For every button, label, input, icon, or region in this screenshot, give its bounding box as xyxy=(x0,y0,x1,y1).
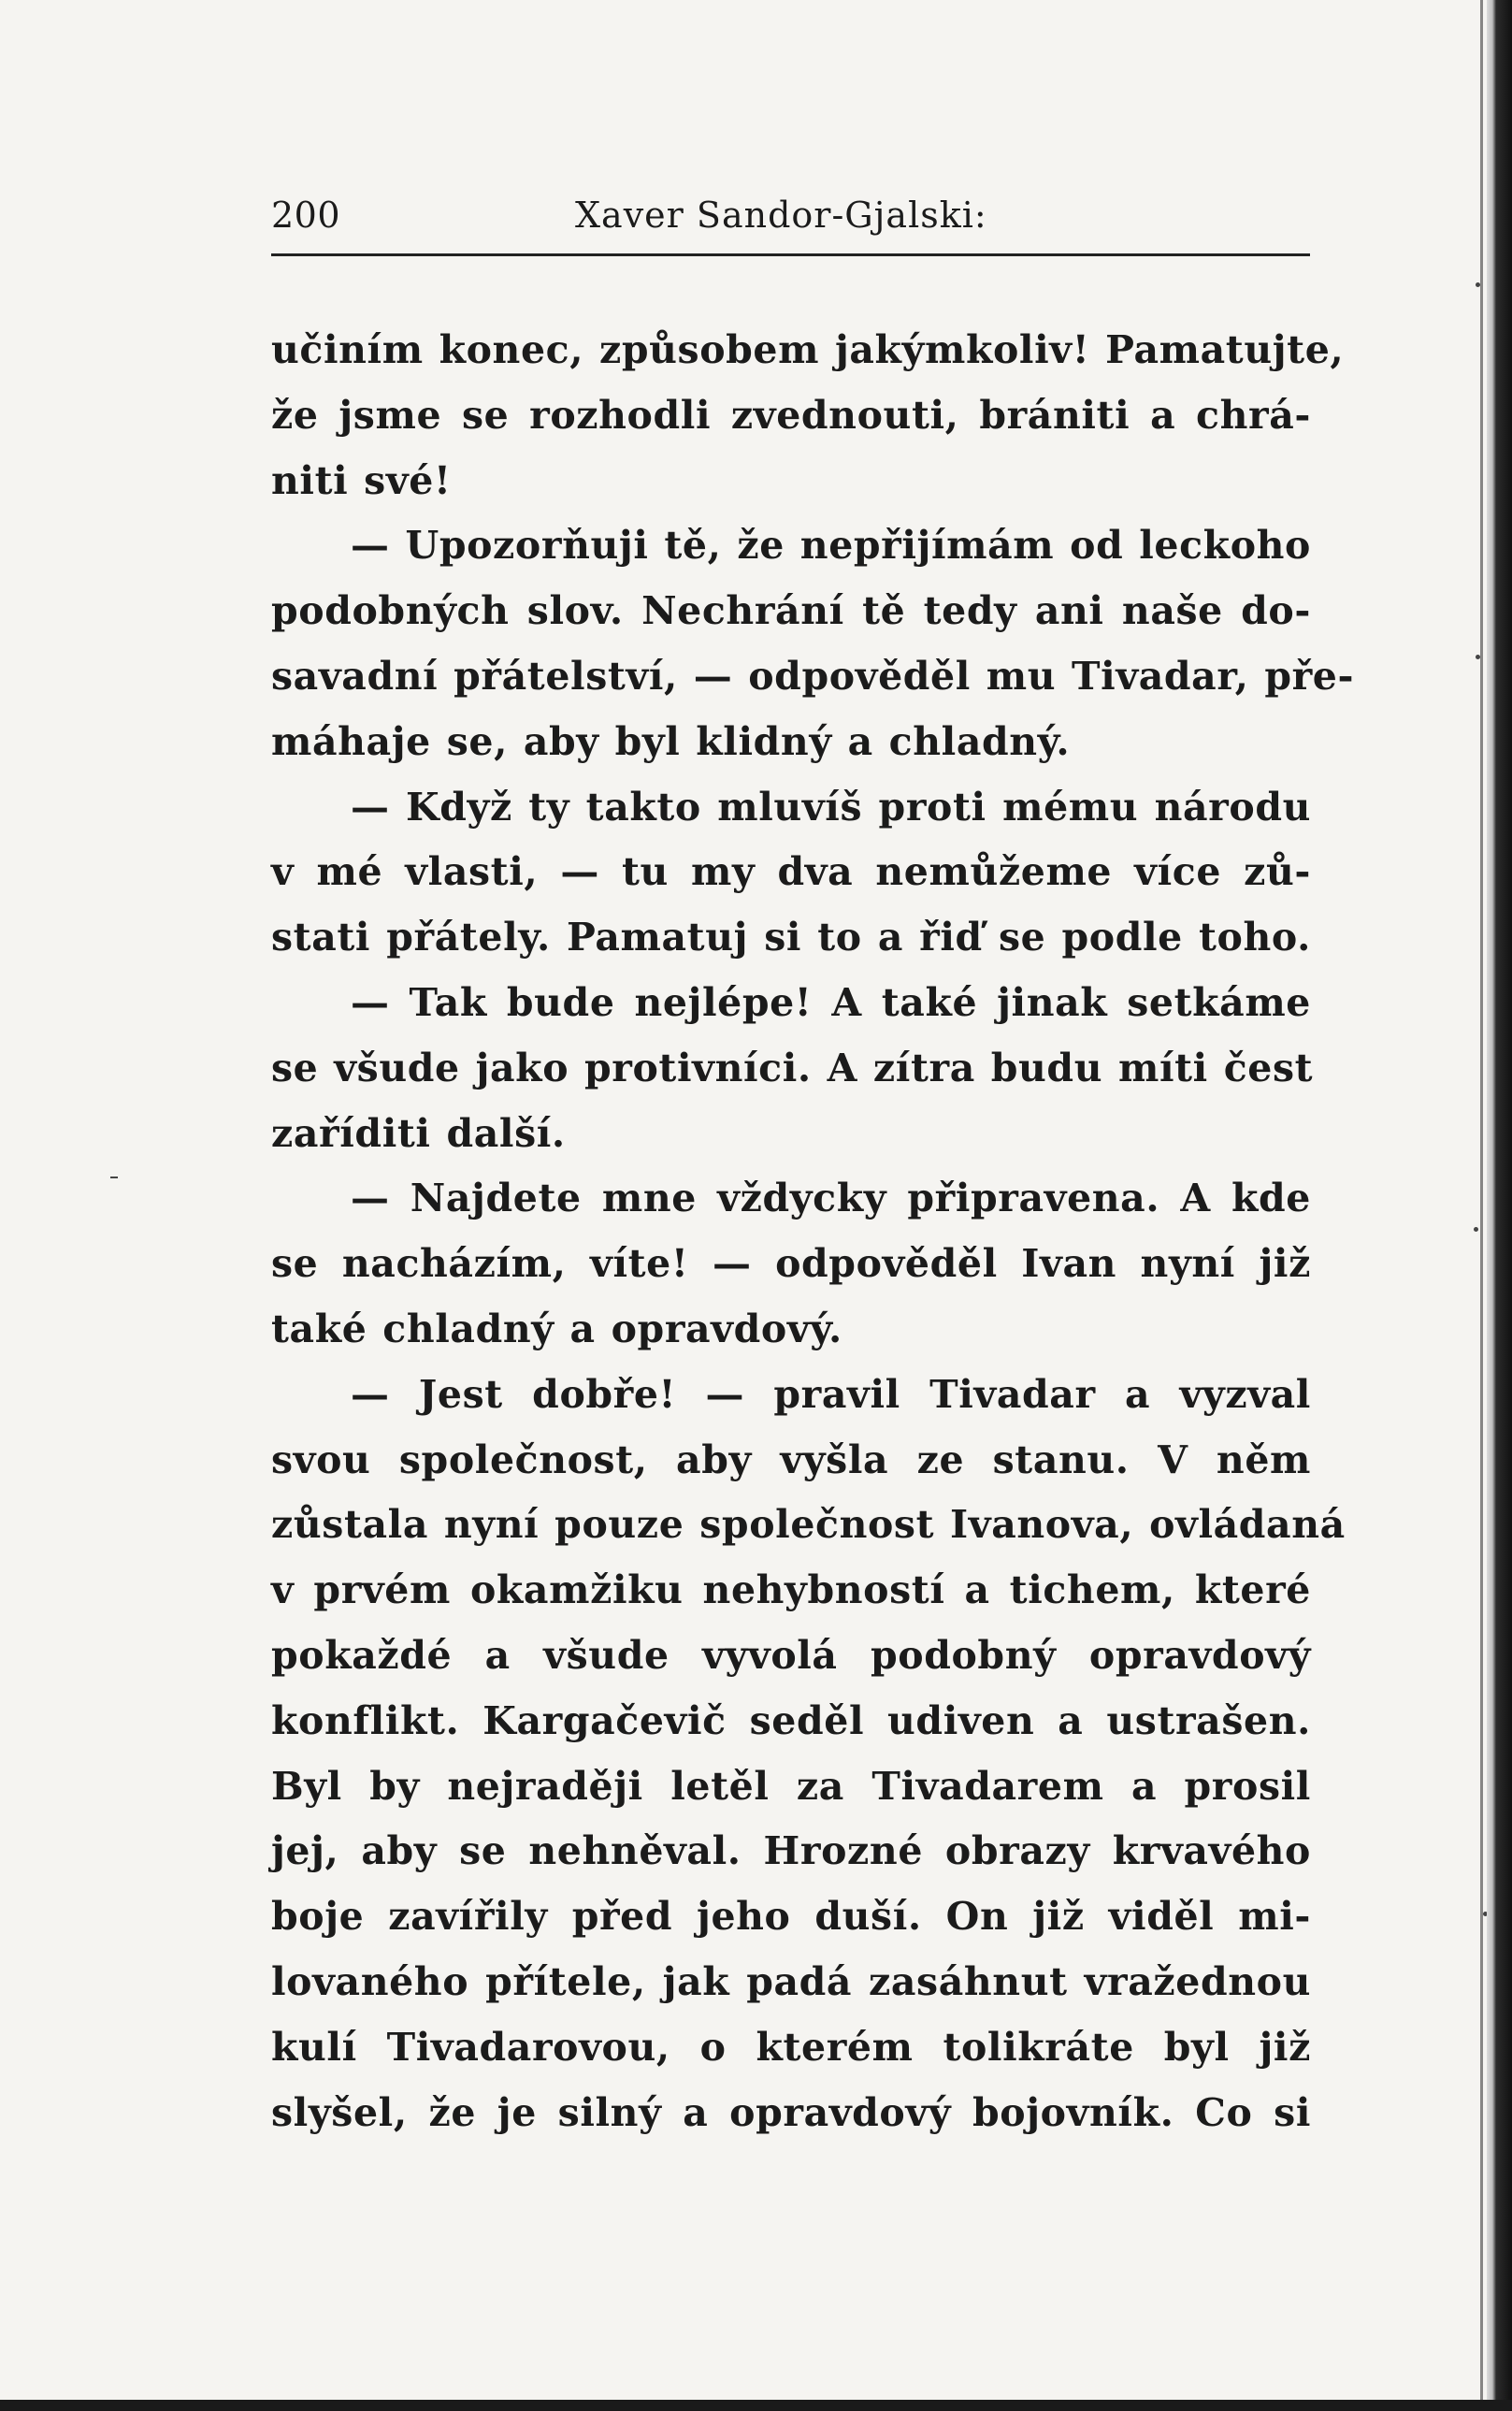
text-line: boje zavířily před jeho duší. On již viděl mi- xyxy=(271,1894,1311,1940)
text-line: stati přátely. Pamatuj si to a řiď se podle toho. xyxy=(271,915,1311,960)
page-header xyxy=(271,192,1309,248)
header-rule xyxy=(271,253,1310,256)
scan-speck xyxy=(1474,1227,1478,1232)
text-line: učiním konec, způsobem jakýmkoliv! Pamatujte, xyxy=(271,327,1345,372)
text-line: Byl by nejraději letěl za Tivadarem a prosil xyxy=(271,1763,1311,1809)
text-line: jej, aby se nehněval. Hrozné obrazy krvavého xyxy=(271,1828,1311,1874)
text-line: v prvém okamžiku nehybností a tichem, které xyxy=(271,1567,1311,1613)
text-line: zaříditi další. xyxy=(271,1110,566,1156)
text-line: se všude jako protivníci. A zítra budu míti čest xyxy=(271,1045,1314,1090)
text-line: také chladný a opravdový. xyxy=(271,1306,842,1351)
text-line: slyšel, že je silný a opravdový bojovník. Co si xyxy=(271,2089,1311,2135)
scan-speck xyxy=(110,1177,118,1178)
text-line: lovaného přítele, jak padá zasáhnut vražednou xyxy=(271,1958,1311,2004)
text-line: konflikt. Kargačevič seděl udiven a ustrašen. xyxy=(271,1697,1311,1743)
text-line: — Upozorňuji tě, že nepřijímám od leckoho xyxy=(351,523,1311,569)
text-line: — Jest dobře! — pravil Tivadar a vyzval xyxy=(351,1371,1311,1417)
body-text xyxy=(271,318,1355,2145)
page-edge-line xyxy=(1480,0,1483,2411)
scan-edge-bottom xyxy=(0,2400,1512,2411)
scan-edge-right xyxy=(1487,0,1512,2411)
text-line: — Když ty takto mluvíš proti mému národu xyxy=(351,784,1311,830)
text-line: máhaje se, aby byl klidný a chladný. xyxy=(271,718,1071,764)
page-number: 200 xyxy=(271,195,341,236)
text-line: svou společnost, aby vyšla ze stanu. V něm xyxy=(271,1436,1311,1482)
text-line: savadní přátelství, — odpověděl mu Tivadar, pře- xyxy=(271,653,1355,699)
text-line: niti své! xyxy=(271,457,452,503)
text-line: — Tak bude nejlépe! A také jinak setkáme xyxy=(351,979,1311,1025)
text-line: že jsme se rozhodli zvednouti, brániti a chrá- xyxy=(271,392,1311,438)
text-line: se nacházím, víte! — odpověděl Ivan nyní již xyxy=(271,1241,1311,1287)
running-head: Xaver Sandor-Gjalski: xyxy=(575,195,987,236)
text-line: pokaždé a všude vyvolá podobný opravdový xyxy=(271,1632,1311,1678)
text-line: kulí Tivadarovou, o kterém tolikráte byl již xyxy=(271,2024,1311,2070)
text-line: podobných slov. Nechrání tě tedy ani naše do- xyxy=(271,588,1311,634)
text-line: — Najdete mne vždycky připravena. A kde xyxy=(351,1176,1311,1221)
text-line: v mé vlasti, — tu my dva nemůžeme více zů- xyxy=(271,849,1311,895)
text-line: zůstala nyní pouze společnost Ivanova, ovládaná xyxy=(271,1502,1346,1548)
